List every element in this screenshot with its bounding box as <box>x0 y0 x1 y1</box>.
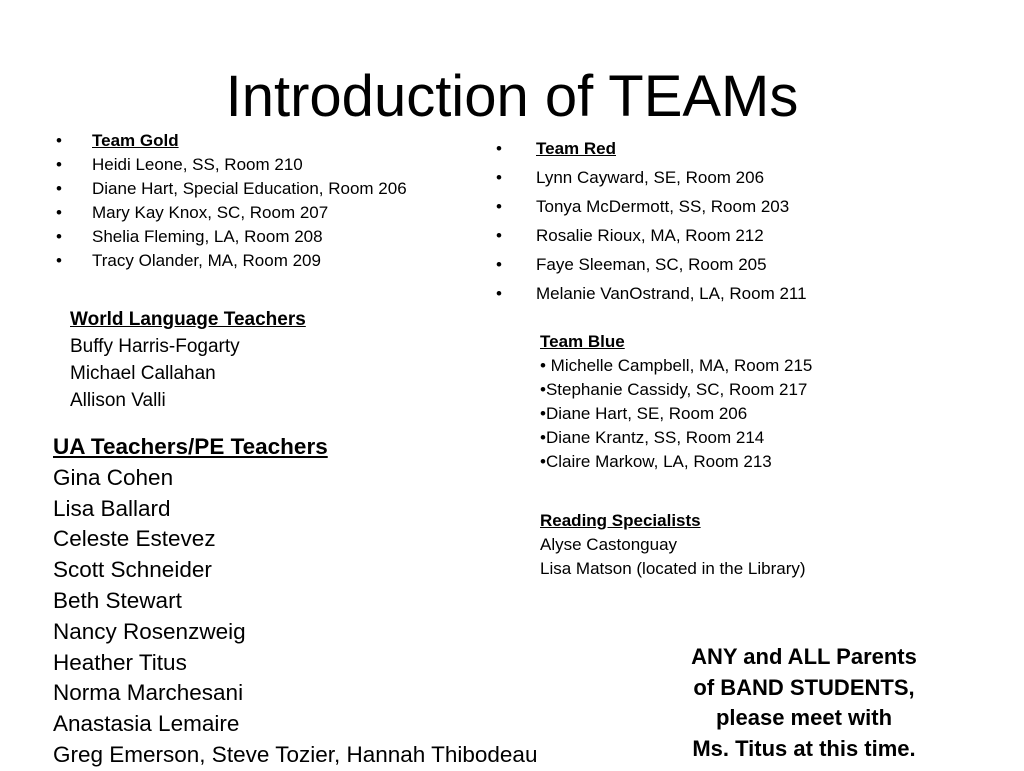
team-blue-member: • Michelle Campbell, MA, Room 215 <box>540 356 813 375</box>
bullet-icon: • <box>496 226 502 245</box>
band-notice-line: Ms. Titus at this time. <box>692 735 916 761</box>
team-blue-member: •Diane Krantz, SS, Room 214 <box>540 428 765 447</box>
team-red-member: Melanie VanOstrand, LA, Room 211 <box>536 284 807 303</box>
reading-specialists-section <box>540 509 806 581</box>
team-blue-member: •Claire Markow, LA, Room 213 <box>540 452 772 471</box>
ua-teacher-member: Norma Marchesani <box>53 680 244 706</box>
ua-teacher-member: Celeste Estevez <box>53 526 216 552</box>
band-notice-line: ANY and ALL Parents <box>691 644 917 669</box>
ua-teachers-heading: UA Teachers/PE Teachers <box>53 434 328 459</box>
list-item <box>56 249 407 273</box>
ua-teacher-member: Heather Titus <box>53 649 187 675</box>
bullet-icon: • <box>56 251 62 270</box>
team-red-member: Lynn Cayward, SE, Room 206 <box>536 168 765 187</box>
world-language-member: Buffy Harris-Fogarty <box>70 336 240 357</box>
team-blue-member: •Stephanie Cassidy, SC, Room 217 <box>540 380 808 399</box>
ua-teacher-member: Gina Cohen <box>53 464 174 490</box>
team-blue-member: •Diane Hart, SE, Room 206 <box>540 404 748 423</box>
bullet-icon: • <box>56 179 62 198</box>
team-gold-member: Shelia Fleming, LA, Room 208 <box>92 227 323 246</box>
ua-teachers-section <box>53 432 537 771</box>
bullet-icon: • <box>56 227 62 246</box>
list-item <box>56 225 407 249</box>
band-notice-line: please meet with <box>715 705 893 730</box>
team-gold-heading: Team Gold <box>92 131 179 150</box>
reading-specialist-member: Lisa Matson (located in the Library) <box>540 559 806 578</box>
team-blue-section <box>540 330 812 474</box>
reading-specialists-heading: Reading Specialists <box>540 511 701 530</box>
bullet-icon: • <box>496 139 502 158</box>
band-notice <box>654 642 954 764</box>
list-item <box>496 279 807 308</box>
ua-teacher-member: Beth Stewart <box>53 587 182 613</box>
reading-specialist-member: Alyse Castonguay <box>540 535 678 554</box>
ua-teacher-member: Lisa Ballard <box>53 495 171 521</box>
team-gold-member: Heidi Leone, SS, Room 210 <box>92 155 303 174</box>
ua-teacher-member: Greg Emerson, Steve Tozier, Hannah Thibodeau <box>53 741 538 767</box>
bullet-icon: • <box>496 168 502 187</box>
list-item <box>496 192 807 221</box>
ua-teacher-member: Scott Schneider <box>53 557 212 583</box>
ua-teacher-member: Nancy Rosenzweig <box>53 618 246 644</box>
list-item <box>496 163 807 192</box>
team-red-member: Rosalie Rioux, MA, Room 212 <box>536 226 764 245</box>
world-language-member: Michael Callahan <box>70 363 216 384</box>
slide-title: Introduction of TEAMs <box>225 64 799 129</box>
list-item <box>56 153 407 177</box>
team-gold-list <box>56 129 407 273</box>
team-gold-member: Diane Hart, Special Education, Room 206 <box>92 179 407 198</box>
list-item <box>56 201 407 225</box>
team-blue-heading: Team Blue <box>540 332 625 351</box>
bullet-icon: • <box>56 203 62 222</box>
list-item <box>496 250 807 279</box>
team-gold-member: Mary Kay Knox, SC, Room 207 <box>92 203 329 222</box>
team-gold-member: Tracy Olander, MA, Room 209 <box>92 251 321 270</box>
team-red-list <box>496 134 807 308</box>
world-language-heading: World Language Teachers <box>70 309 306 330</box>
bullet-icon: • <box>496 255 502 274</box>
team-gold-heading-item <box>56 129 407 153</box>
bullet-icon: • <box>56 131 62 150</box>
team-red-heading-item <box>496 134 807 163</box>
list-item <box>496 221 807 250</box>
world-language-section <box>70 306 306 414</box>
bullet-icon: • <box>496 284 502 303</box>
band-notice-line: of BAND STUDENTS, <box>693 674 915 700</box>
list-item <box>56 177 407 201</box>
bullet-icon: • <box>496 197 502 216</box>
world-language-member: Allison Valli <box>70 390 166 411</box>
team-red-heading: Team Red <box>536 139 616 158</box>
team-red-member: Tonya McDermott, SS, Room 203 <box>536 197 790 216</box>
bullet-icon: • <box>56 155 62 174</box>
team-red-member: Faye Sleeman, SC, Room 205 <box>536 255 767 274</box>
ua-teacher-member: Anastasia Lemaire <box>53 711 240 737</box>
